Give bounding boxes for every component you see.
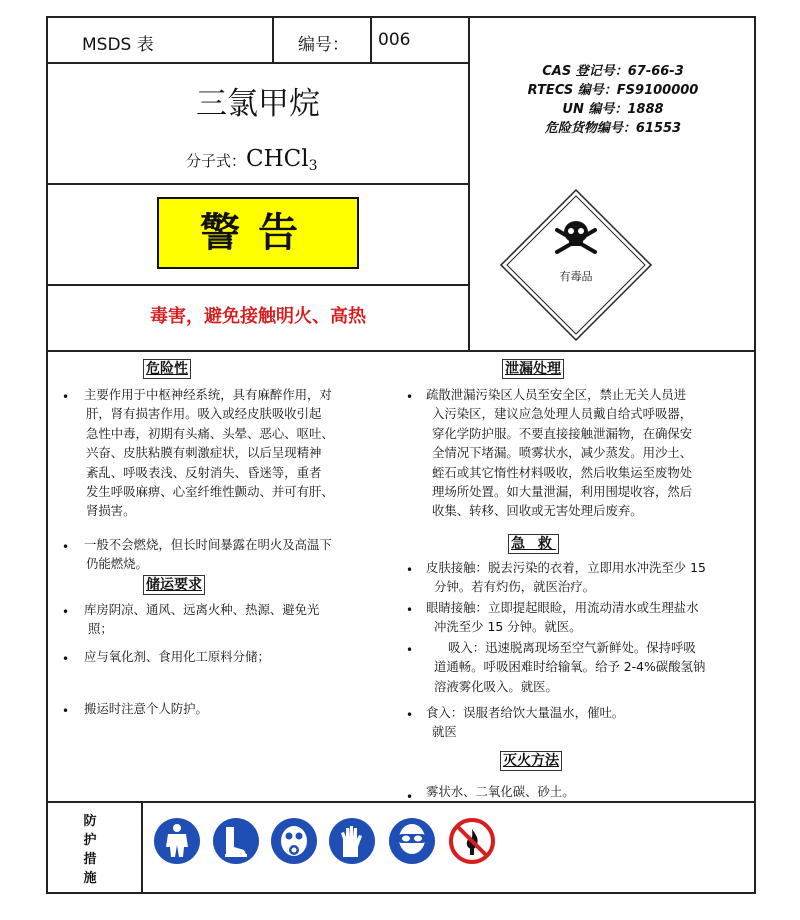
first-aid-line: 皮肤接触：脱去污染的衣着，立即用水冲洗至少 15 — [426, 560, 706, 575]
skull-crossbones-icon — [497, 186, 655, 344]
first-aid-heading: 急 救 — [508, 534, 559, 554]
first-aid-ingestion — [426, 703, 756, 742]
hazard-statement: 毒害，避免接触明火、高热 — [150, 306, 366, 327]
protective-suit-icon — [153, 817, 201, 865]
chemical-name: 三氯甲烷 — [196, 86, 320, 122]
bullet: • — [406, 390, 414, 404]
divider — [370, 16, 372, 63]
safety-goggles-icon — [388, 817, 436, 865]
storage-heading: 储运要求 — [143, 575, 205, 595]
bullet: • — [406, 643, 414, 657]
first-aid-eyes — [426, 598, 756, 637]
first-aid-inhalation — [426, 638, 756, 696]
first-aid-line: 分钟。若有灼伤，就医治疗。 — [434, 579, 596, 595]
spill-line: 疏散泄漏污染区人员至安全区，禁止无关人员进 — [426, 387, 687, 402]
number-label: 编号： — [298, 35, 349, 55]
bullet: • — [406, 708, 414, 722]
hazards-line: 肾损害。 — [86, 503, 136, 519]
divider — [141, 801, 143, 894]
spill-heading: 泄漏处理 — [502, 359, 564, 379]
hazards-line: 肝，肾有损害作用。吸入或经皮肤吸收引起 — [86, 406, 322, 422]
protection-label-char: 护 — [83, 833, 97, 848]
bullet: • — [406, 790, 414, 804]
spill-text — [426, 385, 756, 521]
form-label: MSDS 表 — [82, 35, 154, 55]
formula-subscript: 3 — [308, 158, 318, 174]
spill-line: 收集、转移、回收或无害处理后废弃。 — [432, 503, 643, 519]
no-open-flame-icon — [448, 817, 496, 865]
first-aid-skin — [426, 558, 756, 597]
flammability-line: 仍能燃烧。 — [86, 556, 148, 572]
bullet: • — [62, 390, 70, 404]
hazards-line: 紊乱、呼吸表浅、反射消失、昏迷等，重者 — [86, 464, 322, 480]
flammability-text — [84, 535, 394, 574]
firefighting-heading: 灭火方法 — [500, 751, 562, 771]
bullet: • — [406, 563, 414, 577]
protection-label-char: 施 — [83, 871, 97, 886]
toxic-placard — [497, 186, 655, 344]
hazards-line: 主要作用于中枢神经系统，具有麻醉作用，对 — [84, 387, 332, 402]
storage-line: 库房阴凉、通风、远离火种、热源、避免光 — [84, 602, 320, 617]
divider — [272, 16, 274, 63]
bullet: • — [62, 652, 70, 666]
bullet: • — [62, 605, 70, 619]
first-aid-line: 眼睛接触：立即提起眼睑，用流动清水或生理盐水 — [426, 600, 699, 615]
identifier-block — [470, 62, 756, 138]
rtecs-number: RTECS 编号：FS9100000 — [527, 83, 699, 98]
bullet: • — [406, 603, 414, 617]
storage-line: 照； — [88, 621, 113, 637]
first-aid-line: 吸入：迅速脱离现场至空气新鲜处。保持呼吸 — [448, 640, 696, 655]
firefighting-line: 雾状水、二氧化碳、砂土。 — [426, 784, 575, 799]
protection-label-char: 防 — [83, 814, 97, 829]
spill-line: 入污染区，建议应急处理人员戴自给式呼吸器， — [432, 406, 693, 422]
protective-gloves-icon — [328, 817, 376, 865]
signal-word-box: 警告 — [157, 197, 359, 269]
flammability-line: 一般不会燃烧，但长时间暴露在明火及高温下 — [84, 537, 332, 552]
bullet: • — [62, 540, 70, 554]
first-aid-line: 就医 — [432, 724, 457, 740]
placard-label: 有毒品 — [559, 270, 593, 283]
first-aid-line: 溶液雾化吸入。就医。 — [434, 678, 558, 694]
cas-number: CAS 登记号：67-66-3 — [542, 64, 684, 79]
hazards-text — [84, 385, 384, 521]
storage-line: 搬运时注意个人防护。 — [84, 701, 208, 716]
first-aid-line: 冲洗至少 15 分钟。就医。 — [434, 619, 582, 635]
protection-label-char: 措 — [83, 852, 97, 867]
divider — [46, 350, 756, 352]
spill-line: 穿化学防护服。不要直接接触泄漏物，在确保安 — [432, 425, 693, 441]
first-aid-line: 食入：误服者给饮大量温水，催吐。 — [426, 705, 625, 720]
protection-label — [80, 812, 100, 888]
dangerous-goods-number: 危险货物编号：61553 — [544, 121, 682, 136]
safety-boots-icon — [212, 817, 260, 865]
hazards-heading: 危险性 — [143, 359, 191, 379]
formula-main: CHCl — [246, 146, 309, 172]
first-aid-line: 道通畅。呼吸困难时给输氧。给予 2-4%碳酸氢钠 — [434, 659, 706, 675]
hazards-line: 发生呼吸麻痹、心室纤维性颤动、并可有肝、 — [86, 484, 334, 500]
storage-line: 应与氧化剂、食用化工原料分储； — [84, 649, 270, 664]
divider — [46, 801, 756, 803]
number-value: 006 — [378, 30, 411, 50]
gas-mask-icon — [270, 817, 318, 865]
divider — [46, 183, 470, 185]
spill-line: 蛭石或其它惰性材料吸收，然后收集运至废物处 — [432, 464, 693, 480]
storage-text — [84, 600, 384, 639]
molecular-formula — [186, 146, 318, 174]
formula-label: 分子式： — [186, 152, 247, 170]
hazards-line: 急性中毒，初期有头痛、头晕、恶心、呕吐、 — [86, 425, 334, 441]
un-number: UN 编号：1888 — [562, 102, 664, 117]
divider — [46, 62, 470, 64]
spill-line: 全情况下堵漏。喷雾状水，减少蒸发。用沙土、 — [432, 445, 693, 461]
divider — [46, 284, 470, 286]
bullet: • — [62, 704, 70, 718]
hazards-line: 兴奋、皮肤粘膜有刺激症状，以后呈现精神 — [86, 445, 322, 461]
spill-line: 理场所处置。如大量泄漏，利用围堤收容，然后 — [432, 484, 693, 500]
